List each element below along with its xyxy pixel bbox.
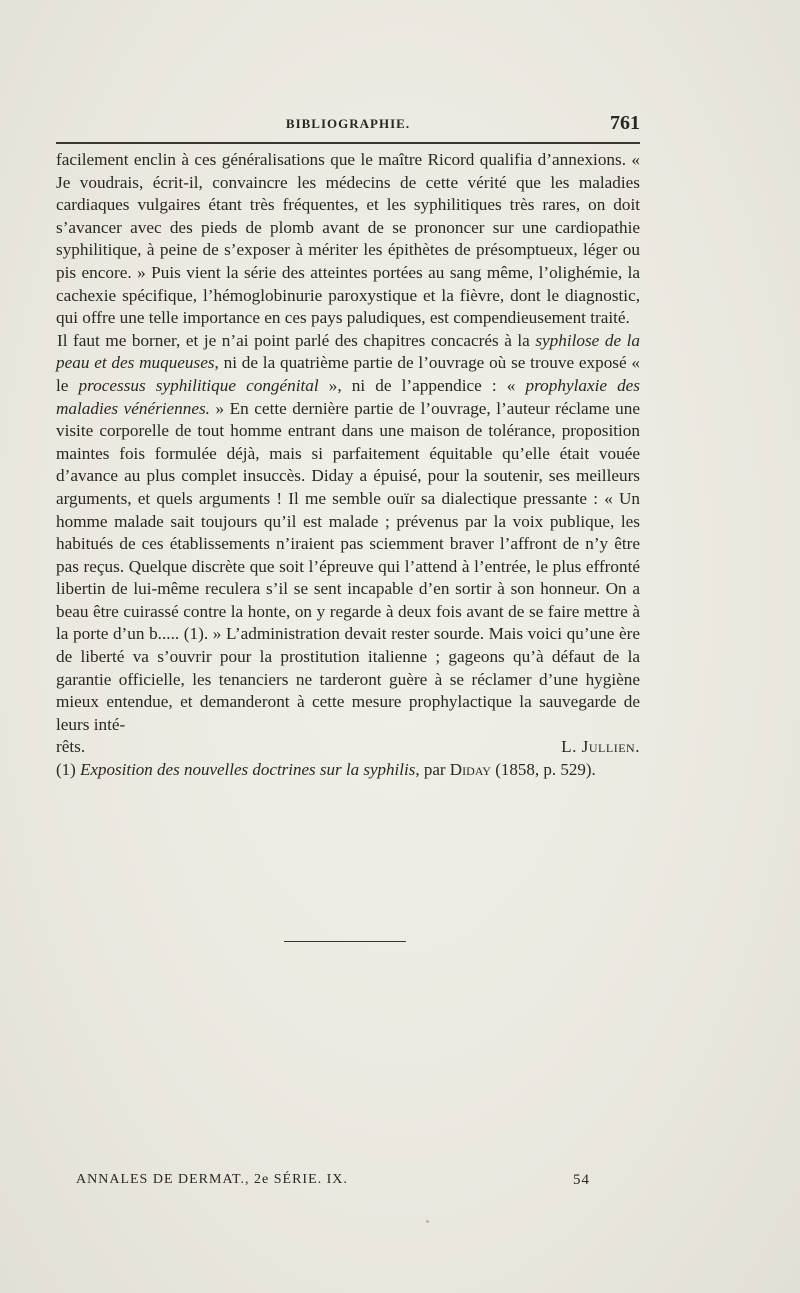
footnote-author: Diday xyxy=(449,760,491,779)
paragraph-2-text-1: Il faut me borner, et je n’ai point parlé des chapitres concacrés à la xyxy=(57,330,536,350)
body-text xyxy=(56,149,640,759)
paragraph-2-italic-2: processus syphilitique congénital xyxy=(78,375,319,395)
footnote-marker: (1) xyxy=(56,760,81,779)
page-number: 761 xyxy=(610,112,640,134)
closing-word: rêts. xyxy=(56,737,86,757)
journal-signature: ANNALES DE DERMAT., 2e SÉRIE. IX. xyxy=(76,1172,348,1187)
paragraph-1: facilement enclin à ces généralisations que le maître Ricord qualifia d’annexions. « Je voudrais, écrit-il, convaincre les médecins de cette vérité que les maladies cardiaques vulgaires étant très fréquentes, et les syphilitiques très rares, on doit s’avancer avec des pieds de plomb avant de se prononcer sur une cardiopathie syphilitique, à peine de s’exposer à mériter les épithètes de présomptueux, léger ou pis encore. » Puis vient la série des atteintes portées au sang même, l’olighémie, la cachexie spécifique, l’hémoglobinurie paroxystique et la fièvre, dont le diagnostic, qui offre une telle importance en ces pays paludiques, est compendieusement traité. xyxy=(56,150,640,328)
paragraph-2-text-4: » En cette dernière partie de l’ouvrage, l’auteur réclame une visite corporelle de tout homme entrant dans une maison de tolérance, proposition maintes fois formulée déjà, mais si parfaitement équitable qu’elle était vouée d’avance au plus complet insuccès. Diday a épuisé, pour la soutenir, ses meilleurs arguments, et quels arguments ! Il me semble ouïr sa dialectique pressante : « Un homme malade sait toujours qu’il est malade ; prévenus par la voix publique, les habitués de ces établissements n’iraient pas sciemment braver l’affront de n’y être pas reçus. Quelque discrète que soit l’épreuve qui l’attend à l’entrée, le plus effronté libertin de lui-même reculera s’il se sent incapable d’en sortir à son honneur. On a beau être cuirassé contre la honte, on y regarde à deux fois avant de se faire mettre à la porte d’un b..... (1). » L’administration devait rester sourde. Mais voici qu’une ère de liberté va s’ouvrir pour la prostitution italienne ; gageons qu’à défaut de la garantie officielle, les tenanciers ne tarderont guère à se réclamer d’une hygiène mieux entendue, et demanderont à cette mesure prophylactique la sauvegarde de leurs inté- xyxy=(56,398,640,734)
printer-signature xyxy=(76,1172,590,1192)
end-rule xyxy=(284,941,406,942)
footnote-title: Exposition des nouvelles doctrines sur la syphilis xyxy=(80,760,416,779)
section-title: BIBLIOGRAPHIE. xyxy=(285,116,411,131)
footnote-rest: (1858, p. 529). xyxy=(490,760,596,779)
paragraph-2-italic-3: prophylaxie des maladies vénériennes. xyxy=(56,375,641,418)
paper-speck xyxy=(426,1220,429,1223)
paragraph-2 xyxy=(56,330,640,737)
running-head xyxy=(56,112,640,136)
paragraph-2-text-2: , ni de la quatrième partie de l’ouvrage où se trouve exposé « le xyxy=(56,353,640,395)
footnote xyxy=(56,758,696,782)
paragraph-2-italic-1: syphilose de la peau et des muqueuses xyxy=(56,330,640,373)
paragraph-2-text-3: », ni de l’appendice : « xyxy=(318,375,526,395)
signature-line xyxy=(56,736,640,759)
review-author: L. Jullien. xyxy=(561,737,640,757)
header-rule xyxy=(56,142,640,144)
gathering-number: 54 xyxy=(573,1172,590,1188)
footnote-by: , par xyxy=(415,760,450,779)
